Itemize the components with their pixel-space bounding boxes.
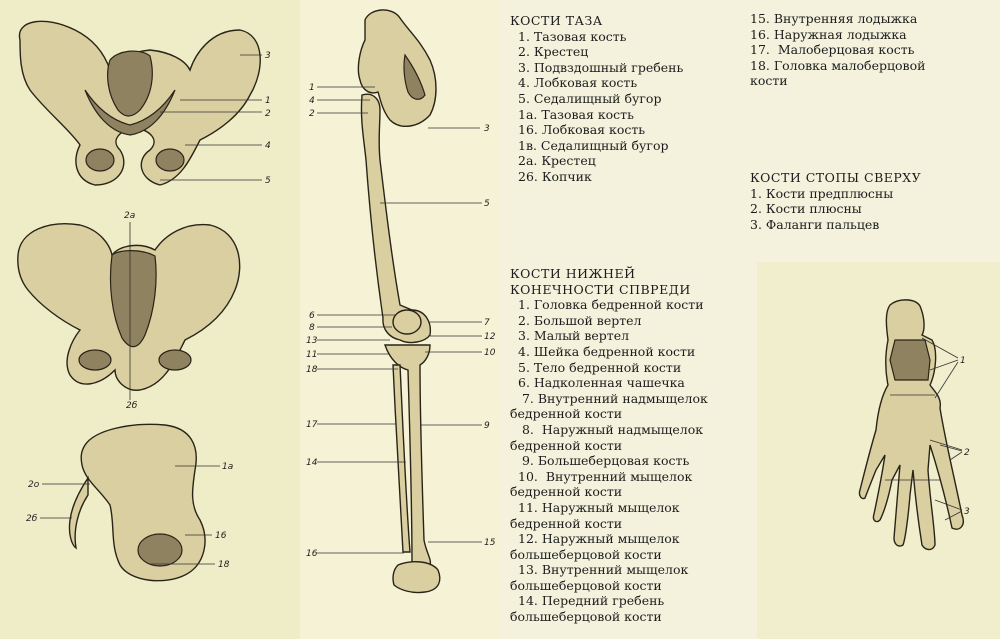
pelvis-front-label: 1 bbox=[265, 96, 271, 106]
ankle-legend-item: кости bbox=[750, 73, 788, 89]
pelvis-side-label: 2б bbox=[26, 514, 38, 524]
pelvis-legend-item: 4. Лобковая кость bbox=[518, 75, 638, 91]
leg-label: 4 bbox=[309, 96, 315, 106]
pelvis-legend-list bbox=[510, 29, 683, 185]
leg-label: 5 bbox=[484, 199, 490, 209]
foot-legend-item: 2. Кости плюсны bbox=[750, 201, 862, 217]
pelvis-legend-item: 1а. Тазовая кость bbox=[518, 106, 634, 122]
leg-label: 14 bbox=[306, 458, 318, 468]
limb-legend bbox=[510, 266, 708, 625]
pelvis-front-label: 4 bbox=[265, 141, 271, 151]
leg-label: 2 bbox=[309, 109, 315, 119]
limb-legend-item: 12. Наружный мыщелок bbox=[518, 531, 680, 547]
foot-label: 3 bbox=[964, 507, 970, 517]
foot-legend-heading: КОСТИ СТОПЫ СВЕРХУ bbox=[750, 170, 922, 185]
pelvis-legend-item: 5. Седалищный бугор bbox=[518, 90, 662, 106]
limb-legend-item: 14. Передний гребень bbox=[518, 593, 665, 609]
limb-legend-item: бедренной кости bbox=[510, 437, 623, 453]
limb-legend-item: большеберцовой кости bbox=[510, 577, 662, 593]
limb-legend-item: большеберцовой кости bbox=[510, 546, 662, 562]
pelvis-side-label: 18 bbox=[218, 560, 230, 570]
pelvis-legend-heading: КОСТИ ТАЗА bbox=[510, 13, 603, 28]
leg-label: 11 bbox=[306, 350, 318, 360]
ankle-legend bbox=[750, 11, 925, 89]
foot-legend-item: 1. Кости предплюсны bbox=[750, 185, 894, 201]
foot-legend bbox=[750, 170, 921, 232]
limb-legend-item: 9. Большеберцовая кость bbox=[518, 453, 690, 469]
ankle-legend-item: 17. Малоберцовая кость bbox=[750, 42, 915, 58]
ankle-legend-list bbox=[750, 11, 925, 89]
pelvis-side-label: 16 bbox=[215, 531, 227, 541]
pelvis-front-label: 2 bbox=[265, 109, 271, 119]
pelvis-front-label: 3 bbox=[265, 51, 271, 61]
foot-label: 1 bbox=[960, 356, 966, 366]
leg-label: 1 bbox=[309, 83, 315, 93]
limb-legend-item: 2. Большой вертел bbox=[518, 312, 642, 328]
pelvis-legend-item: 1в. Седалищный бугор bbox=[518, 137, 669, 153]
leg-label: 9 bbox=[484, 421, 490, 431]
foot-legend-list bbox=[750, 186, 921, 233]
limb-legend-item: 10. Внутренний мыщелок bbox=[518, 468, 693, 484]
pelvis-legend-item: 2. Крестец bbox=[518, 44, 589, 60]
pelvis-legend bbox=[510, 13, 683, 185]
pelvis-legend-item: 2а. Крестец bbox=[518, 153, 596, 169]
leg-label: 18 bbox=[306, 365, 318, 375]
limb-legend-item: 4. Шейка бедренной кости bbox=[518, 343, 696, 359]
leg-label: 12 bbox=[484, 332, 496, 342]
limb-legend-item: бедренной кости bbox=[510, 484, 623, 500]
limb-legend-item: 11. Наружный мыщелок bbox=[518, 499, 680, 515]
leg-skeleton-illustration bbox=[358, 10, 439, 593]
foot-legend-item: 3. Фаланги пальцев bbox=[750, 216, 880, 232]
pelvis-legend-item: 1. Тазовая кость bbox=[518, 28, 627, 44]
foot-skeleton-illustration bbox=[859, 300, 963, 550]
pelvis-back-illustration bbox=[18, 224, 240, 390]
pelvis-back-label: 2б bbox=[126, 401, 138, 411]
leg-label: 6 bbox=[309, 311, 315, 321]
limb-legend-item: 5. Тело бедренной кости bbox=[518, 359, 682, 375]
pelvis-side-label: 1а bbox=[222, 462, 234, 472]
ankle-legend-item: 15. Внутренняя лодыжка bbox=[750, 11, 918, 26]
ankle-legend-item: 16. Наружная лодыжка bbox=[750, 26, 907, 42]
pelvis-front-illustration bbox=[19, 21, 260, 185]
pelvis-back-label: 2а bbox=[124, 211, 136, 221]
pelvis-legend-item: 3. Подвздошный гребень bbox=[518, 59, 684, 75]
limb-legend-item: 7. Внутренний надмыщелок bbox=[518, 390, 708, 406]
limb-legend-item: 3. Малый вертел bbox=[518, 328, 630, 344]
limb-legend-item: 1. Головка бедренной кости bbox=[518, 297, 704, 313]
limb-legend-item: бедренной кости bbox=[510, 406, 623, 422]
limb-legend-item: 13. Внутренний мыщелок bbox=[518, 562, 689, 578]
limb-legend-list bbox=[510, 297, 708, 624]
pelvis-front-label: 5 bbox=[265, 176, 271, 186]
leg-label: 15 bbox=[484, 538, 496, 548]
ankle-legend-item: 18. Головка малоберцовой bbox=[750, 57, 926, 73]
leg-label: 10 bbox=[484, 348, 496, 358]
limb-legend-heading: КОНЕЧНОСТИ СПВРЕДИ bbox=[510, 281, 691, 297]
leg-label: 17 bbox=[306, 420, 318, 430]
limb-legend-item: 8. Наружный надмыщелок bbox=[518, 421, 704, 437]
pelvis-legend-item: 26. Копчик bbox=[518, 168, 592, 184]
pelvis-side-illustration bbox=[69, 424, 205, 580]
limb-legend-item: большеберцовой кости bbox=[510, 609, 662, 625]
leg-label: 16 bbox=[306, 549, 318, 559]
leg-label: 7 bbox=[484, 318, 490, 328]
leg-label: 8 bbox=[309, 323, 315, 333]
leg-label: 3 bbox=[484, 124, 490, 134]
leg-label: 13 bbox=[306, 336, 318, 346]
pelvis-side-label: 2о bbox=[28, 480, 40, 490]
foot-label: 2 bbox=[964, 448, 970, 458]
limb-legend-item: 6. Надколенная чашечка bbox=[518, 375, 685, 391]
limb-legend-heading: КОСТИ НИЖНЕЙ bbox=[510, 266, 636, 281]
limb-legend-item: бедренной кости bbox=[510, 515, 623, 531]
pelvis-legend-item: 16. Лобковая кость bbox=[518, 122, 646, 138]
